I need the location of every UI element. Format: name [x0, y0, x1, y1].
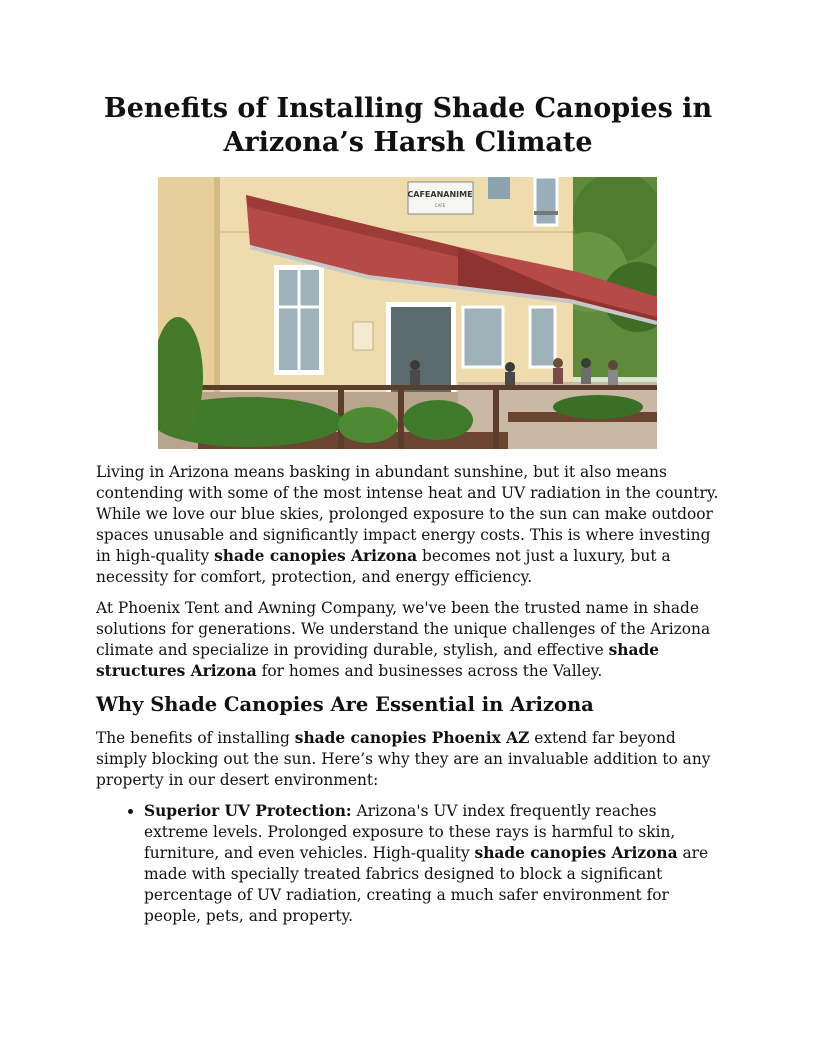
hero-image-awning-cafe [158, 177, 657, 449]
paragraph-text: extend far beyond simply blocking out the sun. Here’s why they are an invaluable addition to any property in our desert environment: [96, 729, 711, 789]
sign-text-line-2: CAFE [434, 203, 446, 208]
list-item-label: Superior UV Protection: [144, 802, 352, 820]
paragraph-text: for homes and businesses across the Valley. [256, 662, 603, 680]
document-title [96, 92, 720, 160]
list-item-text: Arizona's UV index frequently reaches extreme levels. Prolonged exposure to these rays is harmful to skin, furniture, and even vehicles. High-quality [144, 802, 676, 862]
title-line-2: Arizona’s Harsh Climate [223, 127, 593, 158]
bold-keyword: shade canopies Arizona [474, 844, 678, 862]
bold-keyword: shade canopies Arizona [214, 547, 418, 565]
bold-keyword: shade structures Arizona [96, 641, 660, 680]
section-intro [96, 728, 724, 791]
paragraph-company [96, 598, 724, 682]
paragraph-text: At Phoenix Tent and Awning Company, we've been the trusted name in shade solutions for generations. We understand the unique challenges of the Arizona climate and specialize in providing durable, stylish, and effective [96, 599, 711, 659]
benefits-list [96, 801, 724, 927]
paragraph-text: Living in Arizona means basking in abundant sunshine, but it also means contending with some of the most intense heat and UV radiation in the country. While we love our blue skies, prolonged exposure to the sun can make outdoor spaces unusable and significantly impact energy costs. This is where investing in high-quality [96, 463, 719, 565]
list-item-text: are made with specially treated fabrics designed to block a significant percentage of UV radiation, creating a much safer environment for people, pets, and property. [144, 844, 709, 925]
paragraph-text: becomes not just a luxury, but a necessity for comfort, protection, and energy efficiency. [96, 547, 671, 586]
article-body [96, 462, 724, 927]
title-line-1: Benefits of Installing Shade Canopies in [103, 93, 713, 124]
sign-text-line-1: CAFEANANIME [407, 190, 473, 199]
paragraph-text: The benefits of installing [96, 729, 295, 747]
paragraph-intro [96, 462, 724, 588]
awning-cafe-illustration [158, 177, 657, 449]
section-heading: Why Shade Canopies Are Essential in Arizona [96, 693, 594, 716]
bold-keyword: shade canopies Phoenix AZ [294, 729, 530, 747]
list-item [144, 801, 724, 927]
